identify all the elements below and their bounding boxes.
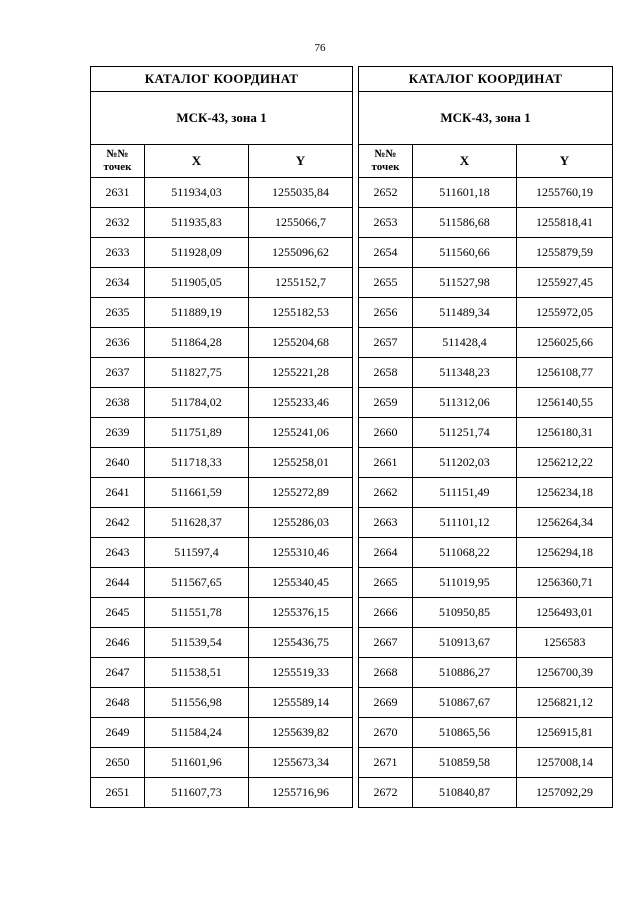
catalog-title: КАТАЛОГ КООРДИНАТ [359, 67, 613, 92]
point-number-cell: 2640 [91, 448, 145, 478]
y-coordinate-cell: 1255221,28 [249, 358, 353, 388]
point-number-cell: 2653 [359, 208, 413, 238]
x-coordinate-cell: 511597,4 [145, 538, 249, 568]
table-row [91, 358, 353, 388]
table-row [359, 478, 613, 508]
x-coordinate-cell: 511428,4 [413, 328, 517, 358]
x-coordinate-cell: 511928,09 [145, 238, 249, 268]
y-coordinate-cell: 1255879,59 [517, 238, 613, 268]
y-coordinate-cell: 1255258,01 [249, 448, 353, 478]
table-row [359, 538, 613, 568]
x-coordinate-cell: 511607,73 [145, 778, 249, 808]
y-coordinate-cell: 1256264,34 [517, 508, 613, 538]
point-number-cell: 2661 [359, 448, 413, 478]
point-number-cell: 2648 [91, 688, 145, 718]
point-number-cell: 2631 [91, 178, 145, 208]
point-number-cell: 2650 [91, 748, 145, 778]
y-coordinate-cell: 1256212,22 [517, 448, 613, 478]
x-coordinate-cell: 511784,02 [145, 388, 249, 418]
point-number-cell: 2634 [91, 268, 145, 298]
point-number-header-line1: №№ [374, 148, 397, 160]
table-row [359, 298, 613, 328]
table-row [91, 688, 353, 718]
table-row [359, 178, 613, 208]
y-coordinate-cell: 1255673,34 [249, 748, 353, 778]
table-row [359, 718, 613, 748]
point-number-cell: 2635 [91, 298, 145, 328]
y-coordinate-cell: 1255241,06 [249, 418, 353, 448]
table-row [359, 238, 613, 268]
y-coordinate-cell: 1255286,03 [249, 508, 353, 538]
y-coordinate-cell: 1256294,18 [517, 538, 613, 568]
x-coordinate-cell: 511556,98 [145, 688, 249, 718]
x-coordinate-cell: 511584,24 [145, 718, 249, 748]
x-coordinate-cell: 510867,67 [413, 688, 517, 718]
x-coordinate-cell: 511751,89 [145, 418, 249, 448]
y-coordinate-cell: 1255233,46 [249, 388, 353, 418]
point-number-cell: 2672 [359, 778, 413, 808]
x-coordinate-cell: 511889,19 [145, 298, 249, 328]
point-number-cell: 2662 [359, 478, 413, 508]
y-coordinate-cell: 1255519,33 [249, 658, 353, 688]
x-coordinate-cell: 511628,37 [145, 508, 249, 538]
point-number-cell: 2641 [91, 478, 145, 508]
table-row [91, 658, 353, 688]
point-number-cell: 2667 [359, 628, 413, 658]
y-coordinate-cell: 1255818,41 [517, 208, 613, 238]
point-number-header-line1: №№ [106, 148, 129, 160]
coordinate-system-subtitle: МСК-43, зона 1 [359, 92, 613, 145]
x-coordinate-cell: 511489,34 [413, 298, 517, 328]
table-row [91, 628, 353, 658]
point-number-cell: 2663 [359, 508, 413, 538]
x-coordinate-cell: 511348,23 [413, 358, 517, 388]
y-coordinate-cell: 1256140,55 [517, 388, 613, 418]
x-coordinate-cell: 510859,58 [413, 748, 517, 778]
y-coordinate-cell: 1255589,14 [249, 688, 353, 718]
point-number-cell: 2638 [91, 388, 145, 418]
table-row [359, 358, 613, 388]
point-number-cell: 2671 [359, 748, 413, 778]
y-coordinate-cell: 1255340,45 [249, 568, 353, 598]
y-coordinate-cell: 1255035,84 [249, 178, 353, 208]
y-coordinate-cell: 1255272,89 [249, 478, 353, 508]
x-coordinate-cell: 510913,67 [413, 628, 517, 658]
point-number-cell: 2669 [359, 688, 413, 718]
table-row [359, 598, 613, 628]
x-coordinate-cell: 511539,54 [145, 628, 249, 658]
table-row [91, 448, 353, 478]
table-row [91, 418, 353, 448]
table-row [91, 718, 353, 748]
point-number-cell: 2654 [359, 238, 413, 268]
x-coordinate-cell: 511586,68 [413, 208, 517, 238]
x-coordinate-cell: 511551,78 [145, 598, 249, 628]
point-number-cell: 2664 [359, 538, 413, 568]
point-number-cell: 2637 [91, 358, 145, 388]
y-coordinate-cell: 1256915,81 [517, 718, 613, 748]
x-coordinate-cell: 511527,98 [413, 268, 517, 298]
point-number-header [359, 145, 413, 178]
y-coordinate-cell: 1256025,66 [517, 328, 613, 358]
point-number-cell: 2646 [91, 628, 145, 658]
table-row [359, 628, 613, 658]
y-coordinate-cell: 1255760,19 [517, 178, 613, 208]
table-row [91, 598, 353, 628]
y-coordinate-cell: 1255066,7 [249, 208, 353, 238]
y-coordinate-cell: 1255376,15 [249, 598, 353, 628]
x-coordinate-cell: 511934,03 [145, 178, 249, 208]
point-number-cell: 2642 [91, 508, 145, 538]
point-number-cell: 2632 [91, 208, 145, 238]
y-coordinate-cell: 1256493,01 [517, 598, 613, 628]
page-number: 76 [314, 42, 326, 54]
coordinate-catalog-table-right [358, 66, 613, 808]
table-row [359, 388, 613, 418]
x-coordinate-cell: 511827,75 [145, 358, 249, 388]
table-row [91, 208, 353, 238]
table-row [91, 568, 353, 598]
table-row [91, 478, 353, 508]
table-row [359, 658, 613, 688]
point-number-cell: 2643 [91, 538, 145, 568]
y-column-header: Y [517, 145, 613, 178]
x-coordinate-cell: 511935,83 [145, 208, 249, 238]
y-coordinate-cell: 1256821,12 [517, 688, 613, 718]
y-coordinate-cell: 1256700,39 [517, 658, 613, 688]
x-coordinate-cell: 511661,59 [145, 478, 249, 508]
table-row [359, 748, 613, 778]
point-number-cell: 2670 [359, 718, 413, 748]
point-number-cell: 2645 [91, 598, 145, 628]
x-coordinate-cell: 511538,51 [145, 658, 249, 688]
point-number-cell: 2665 [359, 568, 413, 598]
table-row [359, 268, 613, 298]
point-number-cell: 2633 [91, 238, 145, 268]
x-coordinate-cell: 511202,03 [413, 448, 517, 478]
y-coordinate-cell: 1255436,75 [249, 628, 353, 658]
point-number-cell: 2658 [359, 358, 413, 388]
x-coordinate-cell: 510840,87 [413, 778, 517, 808]
table-row [91, 238, 353, 268]
table-row [359, 328, 613, 358]
x-coordinate-cell: 511560,66 [413, 238, 517, 268]
x-coordinate-cell: 511718,33 [145, 448, 249, 478]
point-number-header-line2: точек [371, 161, 400, 173]
x-coordinate-cell: 511905,05 [145, 268, 249, 298]
y-coordinate-cell: 1255972,05 [517, 298, 613, 328]
y-coordinate-cell: 1257092,29 [517, 778, 613, 808]
table-row [91, 748, 353, 778]
point-number-cell: 2652 [359, 178, 413, 208]
table-row [359, 448, 613, 478]
table-row [91, 388, 353, 418]
y-coordinate-cell: 1256108,77 [517, 358, 613, 388]
y-coordinate-cell: 1256180,31 [517, 418, 613, 448]
table-row [91, 298, 353, 328]
y-coordinate-cell: 1255310,46 [249, 538, 353, 568]
x-column-header: X [145, 145, 249, 178]
x-coordinate-cell: 511864,28 [145, 328, 249, 358]
point-number-header-line2: точек [103, 161, 132, 173]
y-coordinate-cell: 1255639,82 [249, 718, 353, 748]
point-number-cell: 2636 [91, 328, 145, 358]
point-number-cell: 2651 [91, 778, 145, 808]
y-coordinate-cell: 1256360,71 [517, 568, 613, 598]
table-row [91, 268, 353, 298]
table-row [91, 538, 353, 568]
x-coordinate-cell: 511151,49 [413, 478, 517, 508]
point-number-cell: 2657 [359, 328, 413, 358]
point-number-cell: 2668 [359, 658, 413, 688]
y-coordinate-cell: 1256234,18 [517, 478, 613, 508]
table-row [359, 418, 613, 448]
table-row [359, 508, 613, 538]
table-row [359, 688, 613, 718]
table-row [359, 568, 613, 598]
y-coordinate-cell: 1255716,96 [249, 778, 353, 808]
y-coordinate-cell: 1257008,14 [517, 748, 613, 778]
x-coordinate-cell: 511251,74 [413, 418, 517, 448]
x-coordinate-cell: 510950,85 [413, 598, 517, 628]
catalog-title: КАТАЛОГ КООРДИНАТ [91, 67, 353, 92]
table-row [91, 178, 353, 208]
point-number-cell: 2647 [91, 658, 145, 688]
point-number-cell: 2639 [91, 418, 145, 448]
point-number-cell: 2649 [91, 718, 145, 748]
coordinate-catalog-table-left [90, 66, 353, 808]
y-coordinate-cell: 1255096,62 [249, 238, 353, 268]
table-row [359, 778, 613, 808]
y-column-header: Y [249, 145, 353, 178]
y-coordinate-cell: 1255182,53 [249, 298, 353, 328]
table-row [359, 208, 613, 238]
y-coordinate-cell: 1256583 [517, 628, 613, 658]
point-number-cell: 2644 [91, 568, 145, 598]
point-number-cell: 2655 [359, 268, 413, 298]
point-number-cell: 2666 [359, 598, 413, 628]
x-column-header: X [413, 145, 517, 178]
point-number-cell: 2659 [359, 388, 413, 418]
x-coordinate-cell: 510865,56 [413, 718, 517, 748]
x-coordinate-cell: 511068,22 [413, 538, 517, 568]
point-number-header [91, 145, 145, 178]
x-coordinate-cell: 511312,06 [413, 388, 517, 418]
x-coordinate-cell: 511601,18 [413, 178, 517, 208]
table-row [91, 508, 353, 538]
table-row [91, 778, 353, 808]
y-coordinate-cell: 1255204,68 [249, 328, 353, 358]
x-coordinate-cell: 511101,12 [413, 508, 517, 538]
x-coordinate-cell: 511601,96 [145, 748, 249, 778]
y-coordinate-cell: 1255927,45 [517, 268, 613, 298]
coordinate-system-subtitle: МСК-43, зона 1 [91, 92, 353, 145]
x-coordinate-cell: 511567,65 [145, 568, 249, 598]
point-number-cell: 2660 [359, 418, 413, 448]
point-number-cell: 2656 [359, 298, 413, 328]
y-coordinate-cell: 1255152,7 [249, 268, 353, 298]
table-row [91, 328, 353, 358]
x-coordinate-cell: 510886,27 [413, 658, 517, 688]
x-coordinate-cell: 511019,95 [413, 568, 517, 598]
